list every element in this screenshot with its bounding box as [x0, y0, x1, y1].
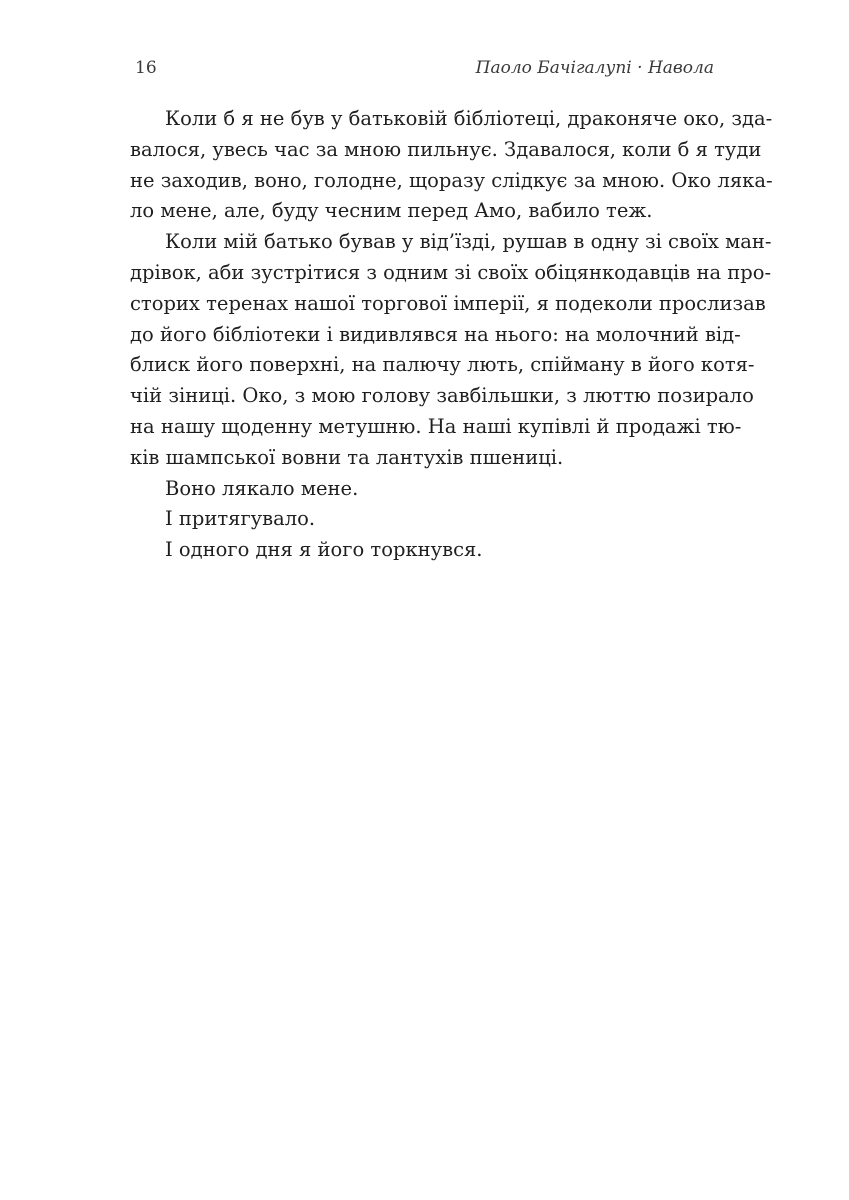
text-line: чій зіниці. Око, з мою голову завбільшки, з люттю позирало — [130, 384, 754, 408]
text-line: І притягувало. — [165, 507, 316, 531]
text-line: на нашу щоденну метушню. На наші купівлі й продажі тю- — [130, 414, 742, 438]
text-line: блиск його поверхні, на палючу лють, спійману в його котя- — [130, 353, 755, 377]
paragraph — [130, 227, 772, 473]
running-head — [131, 52, 714, 82]
paragraph — [130, 474, 717, 505]
text-line: валося, увесь час за мною пильнує. Здавалося, коли б я туди — [130, 137, 762, 161]
text-line: Коли мій батько бував у від’їзді, рушав в одну зі своїх ман- — [165, 230, 772, 254]
text-line: Воно лякало мене. — [165, 476, 359, 500]
page-number: 16 — [135, 58, 157, 78]
paragraph — [130, 504, 717, 535]
text-line: до його бібліотеки і видивлявся на нього: на молочний від- — [130, 322, 741, 346]
body-text — [130, 104, 773, 566]
running-title: Паоло Бачігалупі · Навола — [475, 58, 714, 78]
text-line: дрівок, аби зустрітися з одним зі своїх обіцянкодавців на про- — [130, 260, 772, 284]
text-line: Коли б я не був у батьковій бібліотеці, драконяче око, зда- — [165, 107, 773, 130]
paragraph — [130, 104, 773, 227]
paragraph — [130, 535, 717, 566]
text-line: І одного дня я його торкнувся. — [165, 538, 483, 562]
text-line: не заходив, воно, голодне, щоразу слідкує за мною. Око ляка- — [130, 168, 773, 192]
text-line: ло мене, але, буду чесним перед Амо, вабило теж. — [130, 199, 653, 223]
text-line: ків шампської вовни та лантухів пшениці. — [130, 445, 564, 469]
text-line: сторих теренах нашої торгової імперії, я подеколи прослизав — [130, 291, 766, 315]
